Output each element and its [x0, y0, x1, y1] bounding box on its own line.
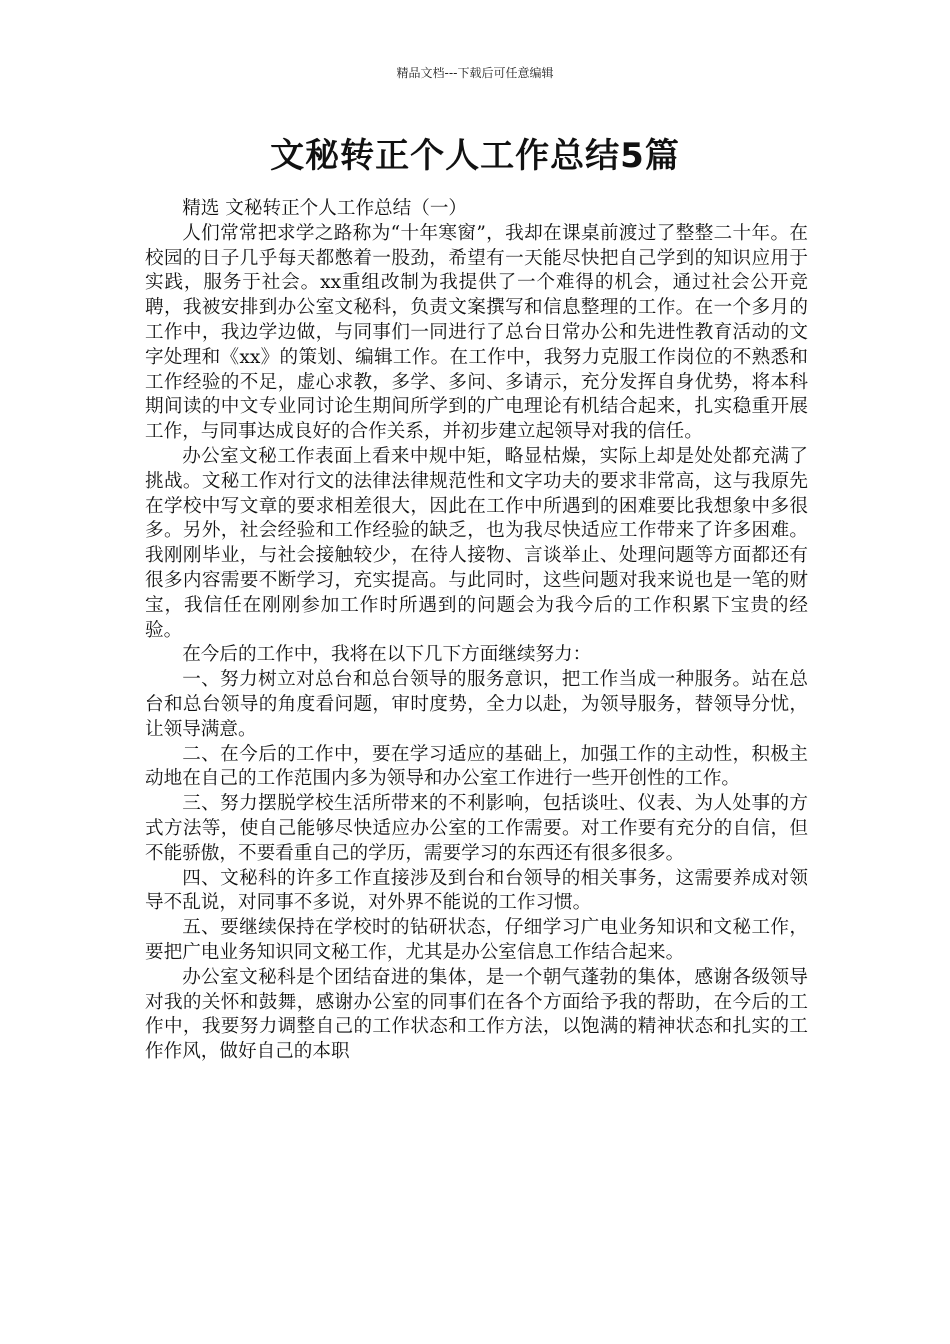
list-item: 四、文秘科的许多工作直接涉及到台和台领导的相关事务，这需要养成对领导不乱说，对同事不多说，对外界不能说的工作习惯。: [145, 867, 808, 914]
header-note: 精品文档---下载后可任意编辑: [396, 66, 554, 80]
paragraph: 办公室文秘科是个团结奋进的集体，是一个朝气蓬勃的集体，感谢各级领导对我的关怀和鼓舞，感谢办公室的同事们在各个方面给予我的帮助，在今后的工作中，我要努力调整自己的工作状态和工作方法，以饱满的精神状态和扎实的工作作风，做好自己的本职: [145, 966, 808, 1063]
section-heading: 精选 文秘转正个人工作总结（一）: [182, 198, 468, 219]
paragraph: 人们常常把求学之路称为“十年寒窗”，我却在课桌前渡过了整整二十年。在校园的日子几乎每天都憋着一股劲，希望有一天能尽快把自己学到的知识应用于实践，服务于社会。xx重组改制为我提供了一个难得的机会，通过社会公开竞聘，我被安排到办公室文秘科，负责文案撰写和信息整理的工作。在一个多月的工作中，我边学边做，与同事们一同进行了总台日常办公和先进性教育活动的文字处理和《xx》的策划、编辑工作。在工作中，我努力克服工作岗位的不熟悉和工作经验的不足，虚心求教，多学、多问、多请示，充分发挥自身优势，将本科期间读的中文专业同讨论生期间所学到的广电理论有机结合起来，扎实稳重开展工作，与同事达成良好的合作关系，并初步建立起领导对我的信任。: [145, 222, 808, 443]
list-item: 三、努力摆脱学校生活所带来的不利影响，包括谈吐、仪表、为人处事的方式方法等，使自己能够尽快适应办公室的工作需要。对工作要有充分的自信，但不能骄傲，不要看重自己的学历，需要学习的东西还有很多很多。: [145, 793, 808, 864]
document-title: 文秘转正个人工作总结5篇: [270, 136, 680, 176]
list-item: 二、在今后的工作中，要在学习适应的基础上，加强工作的主动性，积极主动地在自己的工作范围内多为领导和办公室工作进行一些开创性的工作。: [145, 743, 808, 790]
list-item: 五、要继续保持在学校时的钻研状态，仔细学习广电业务知识和文秘工作，要把广电业务知识同文秘工作，尤其是办公室信息工作结合起来。: [145, 917, 808, 963]
paragraph: 在今后的工作中，我将在以下几下方面继续努力：: [182, 644, 592, 666]
paragraph: 办公室文秘工作表面上看来中规中矩，略显枯燥，实际上却是处处都充满了挑战。文秘工作对行文的法律法律规范性和文字功夫的要求非常高，这与我原先在学校中写文章的要求相差很大，因此在工作中所遇到的困难要比我想象中多很多。另外，社会经验和工作经验的缺乏，也为我尽快适应工作带来了许多困难。我刚刚毕业，与社会接触较少，在待人接物、言谈举止、处理问题等方面都还有很多内容需要不断学习，充实提高。与此同时，这些问题对我来说也是一笔的财宝，我信任在刚刚参加工作时所遇到的问题会为我今后的工作积累下宝贵的经验。: [145, 445, 808, 641]
document-body: [145, 197, 808, 1065]
list-item: 一、努力树立对总台和总台领导的服务意识，把工作当成一种服务。站在总台和总台领导的角度看问题，审时度势，全力以赴，为领导服务，替领导分忧，让领导满意。: [145, 669, 808, 740]
